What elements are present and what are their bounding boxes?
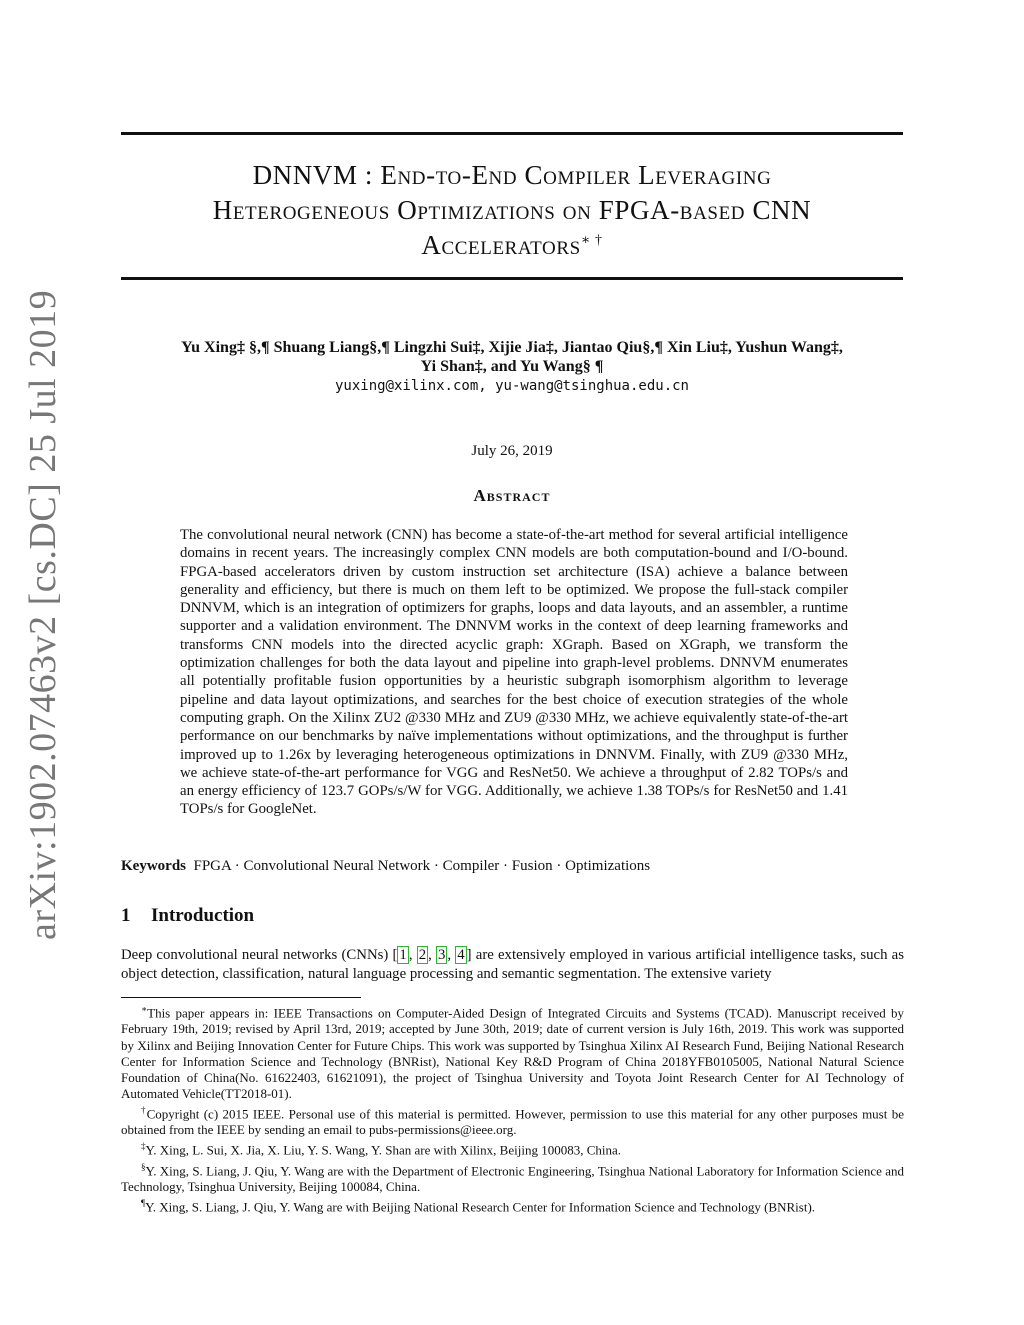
author-list-line-2: Yi Shan‡, and Yu Wang§ ¶ (420, 358, 604, 375)
abstract-heading: Abstract (473, 486, 551, 505)
footnote-text: Y. Xing, L. Sui, X. Jia, X. Liu, Y. S. Wang, Y. Shan are with Xilinx, Beijing 100083, China. (145, 1142, 622, 1158)
title-line-2: Heterogeneous Optimizations on FPGA-based CNN (212, 195, 812, 225)
footnote-text: Y. Xing, S. Liang, J. Qiu, Y. Wang are with the Department of Electronic Engineering, Tsinghua National Laboratory for Information Science and Technology, Tsinghua University, Beijing 100084, China. (121, 1163, 904, 1195)
intro-text-before: Deep convolutional neural networks (CNNs) [ (121, 947, 398, 963)
abstract-text: The convolutional neural network (CNN) has become a state-of-the-art method for several artificial intelligence domains in recent years. The increasingly complex CNN models are both computation-bound and I/O-bound. FPGA-based accelerators driven by custom instruction set architecture (ISA) achieve a balance between generality and efficiency, but there is much on them left to be optimized. We propose the full-stack compiler DNNVM, which is an integration of optimizers for graphs, loops and data layouts, and an assembler, a runtime supporter and a validation environment. The DNNVM works in the context of deep learning frameworks and transforms CNN models into the directed acyclic graph: XGraph. Based on XGraph, we transform the optimization challenges for both the data layout and pipeline into graph-level problems. DNNVM enumerates all potentially profitable fusion opportunities by a heuristic subgraph isomorphism algorithm to leverage pipeline and data layout optimizations, and searches for the best choice of execution strategies of the whole computing graph. On the Xilinx ZU2 @330 MHz and ZU9 @330 MHz, we achieve equivalently state-of-the-art performance on our benchmarks by naïve implementations without optimizations, and the throughput is further improved up to 1.26x by leveraging heterogeneous optimizations in DNNVM. Finally, with ZU9 @330 MHz, we achieve state-of-the-art performance for VGG and ResNet50. We achieve a throughput of 2.82 TOPs/s and an energy efficiency of 123.7 GOPs/s/W for VGG. Additionally, we achieve 1.38 TOPs/s for ResNet50 and 1.41 TOPs/s for GoogleNet. (180, 527, 848, 818)
footnote-mark: ‡ (141, 1141, 146, 1152)
footnote-mark: § (141, 1161, 146, 1172)
footnote-mark: ¶ (141, 1198, 146, 1209)
footnotes (121, 1001, 904, 1216)
title-line-3 (121, 230, 903, 261)
title-rule-top (121, 132, 903, 135)
title-line-1: DNNVM : End-to-End Compiler Leveraging (252, 160, 772, 190)
arxiv-identifier: arXiv:1902.07463v2 [cs.DC] 25 Jul 2019 (22, 289, 64, 940)
citation-link[interactable]: 1 (399, 947, 407, 963)
section-heading (121, 905, 254, 927)
author-emails[interactable]: yuxing@xilinx.com, yu-wang@tsinghua.edu.cn (334, 378, 689, 394)
footnote-mark: † (141, 1104, 147, 1115)
keywords-list: FPGA · Convolutional Neural Network · Compiler · Fusion · Optimizations (193, 858, 651, 874)
paper-date: July 26, 2019 (471, 443, 553, 459)
footnote (121, 1102, 904, 1139)
citation-links: 1 , 2 , 3 , 4 (399, 947, 465, 963)
footnote (121, 1138, 904, 1158)
title-line-3-text: Accelerators (421, 230, 581, 260)
footnote (121, 1159, 904, 1196)
citation-link[interactable]: 4 (457, 947, 465, 963)
footnote (121, 1001, 904, 1102)
intro-paragraph (121, 946, 904, 984)
citation-link[interactable]: 2 (418, 947, 427, 963)
footnote-text: Y. Xing, S. Liang, J. Qiu, Y. Wang are with Beijing National Research Center for Information Science and Technology (BNRist). (145, 1199, 816, 1215)
footnote-text: Copyright (c) 2015 IEEE. Personal use of this material is permitted. However, permission to use this material for any other purposes must be obtained from the IEEE by sending an email to pubs-permissions@ieee.org. (121, 1106, 904, 1138)
footnote-rule (121, 997, 361, 998)
footnote-text: This paper appears in: IEEE Transactions on Computer-Aided Design of Integrated Circuits and Systems (TCAD). Manuscript received by February 19th, 2019; revised by April 13rd, 2019; accepted by June 30th, 2019; date of current version is July 16th, 2019. This work was supported by Xilinx and Beijing Innovation Center for Future Chips. This work was supported by Tsinghua Xilinx AI Research Fund, Beijing National Research Center for Information Science and Technology (BNRist), National Key R&D Program of China 2018YFB0105005, National Natural Science Foundation of China(No. 61622403, 61621091), the project of Tsinghua University and Toyota Joint Research Center for AI Technology of Automated Vehicle(TT2018-01). (121, 1005, 904, 1101)
author-list-line-1: Yu Xing‡ §,¶ Shuang Liang§,¶ Lingzhi Sui‡, Xijie Jia‡, Jiantao Qiu§,¶ Xin Liu‡, Yushun Wang‡, (181, 339, 843, 356)
keywords (121, 858, 650, 875)
keywords-label: Keywords (121, 858, 186, 874)
section-number: 1 (121, 905, 131, 926)
section-title: Introduction (151, 905, 255, 926)
citation-link[interactable]: 3 (437, 947, 446, 963)
title-rule-bottom (121, 277, 903, 280)
title-footnote-marks: ∗ † (580, 233, 603, 248)
footnote-mark: ∗ (141, 1004, 148, 1014)
intro-text-after: ] are extensively employed in various artificial intelligence tasks, such as object detection, classification, natural language processing and semantic segmentation. The extensive variety (121, 947, 904, 982)
footnote (121, 1195, 904, 1215)
